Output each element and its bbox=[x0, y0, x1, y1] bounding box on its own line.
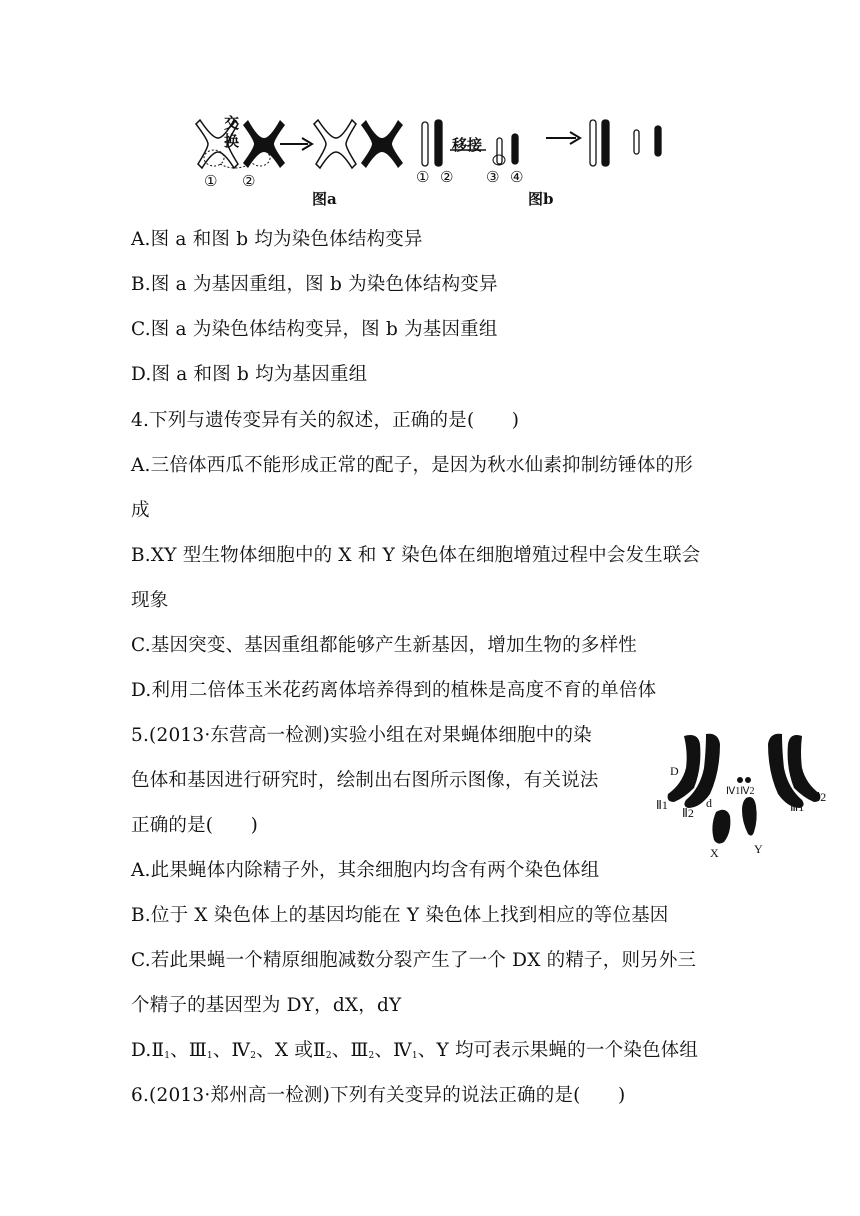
q5-d-sub2: 1 bbox=[206, 1051, 213, 1061]
label-Y: Y bbox=[754, 842, 763, 856]
q5-d-sub4: 2 bbox=[325, 1051, 332, 1061]
q5-option-a: A.此果蝇体内除精子外，其余细胞内均含有两个染色体组 bbox=[131, 860, 600, 881]
fig-b-mark-1: ① bbox=[416, 168, 430, 186]
fig-a-mark-1: ① bbox=[204, 172, 218, 190]
fig-b-mark-4: ④ bbox=[510, 168, 524, 186]
swap-label-2: 换 bbox=[224, 132, 240, 150]
q5-d-sub3: 2 bbox=[250, 1051, 257, 1061]
q5-stem-line2: 色体和基因进行研究时，绘制出右图所示图像，有关说法 bbox=[131, 770, 599, 791]
q5-d-part3: 、Ⅳ bbox=[212, 1040, 251, 1061]
q5-option-c-line1: C.若此果蝇一个精原细胞减数分裂产生了一个 DX 的精子，则另外三 bbox=[131, 950, 697, 971]
q5-d-part4: 、X 或Ⅱ bbox=[256, 1040, 326, 1061]
q4-option-b-line2: 现象 bbox=[131, 590, 169, 611]
q5-d-sub1: 1 bbox=[164, 1051, 171, 1061]
label-X: X bbox=[710, 846, 719, 860]
figure-a-b bbox=[190, 108, 670, 208]
label-D: D bbox=[670, 764, 679, 778]
q4-option-a-line1: A.三倍体西瓜不能形成正常的配子，是因为秋水仙素抑制纺锤体的形 bbox=[131, 455, 693, 476]
q5-d-part2: 、Ⅲ bbox=[170, 1040, 207, 1061]
move-label: 移接 bbox=[452, 136, 483, 154]
q4-option-c: C.基因突变、基因重组都能够产生新基因，增加生物的多样性 bbox=[131, 635, 637, 656]
q5-d-part7: 、Y 均可表示果蝇的一个染色体组 bbox=[417, 1040, 699, 1061]
fig-b-caption: 图b bbox=[528, 190, 554, 208]
q3-option-c: C.图 a 为染色体结构变异，图 b 为基因重组 bbox=[131, 319, 498, 340]
q5-option-b: B.位于 X 染色体上的基因均能在 Y 染色体上找到相应的等位基因 bbox=[131, 905, 669, 926]
q5-d-sub6: 1 bbox=[411, 1051, 418, 1061]
label-II1: Ⅱ1 bbox=[656, 798, 668, 812]
fig-a-mark-2: ② bbox=[242, 172, 256, 190]
q4-option-d: D.利用二倍体玉米花药离体培养得到的植株是高度不育的单倍体 bbox=[131, 680, 657, 701]
fig-b-mark-2: ② bbox=[440, 168, 454, 186]
q6-stem: 6.(2013·郑州高一检测)下列有关变异的说法正确的是( ) bbox=[131, 1085, 626, 1106]
label-III1: Ⅲ1 bbox=[790, 800, 805, 814]
q5-d-prefix: D.Ⅱ bbox=[131, 1040, 165, 1061]
label-d: d bbox=[706, 796, 712, 810]
q4-stem: 4.下列与遗传变异有关的叙述，正确的是( ) bbox=[131, 410, 520, 431]
q4-option-b-line1: B.XY 型生物体细胞中的 X 和 Y 染色体在细胞增殖过程中会发生联会 bbox=[131, 545, 701, 566]
fruit-fly-chromosome-figure bbox=[654, 728, 834, 863]
q3-option-b: B.图 a 为基因重组，图 b 为染色体结构变异 bbox=[131, 274, 498, 295]
q5-stem-line3: 正确的是( ) bbox=[131, 815, 259, 836]
q4-option-a-line2: 成 bbox=[131, 500, 150, 521]
label-IV1IV2: Ⅳ1Ⅳ2 bbox=[726, 786, 755, 797]
fig-a-caption: 图a bbox=[312, 190, 337, 208]
q5-stem-line1: 5.(2013·东营高一检测)实验小组在对果蝇体细胞中的染 bbox=[131, 725, 592, 746]
q5-d-sub5: 2 bbox=[368, 1051, 375, 1061]
q5-d-part5: 、Ⅲ bbox=[331, 1040, 369, 1061]
swap-label-1: 交 bbox=[224, 114, 240, 132]
label-III2: Ⅲ2 bbox=[812, 790, 827, 804]
q5-d-part6: 、Ⅳ bbox=[374, 1040, 412, 1061]
q3-option-d: D.图 a 和图 b 均为基因重组 bbox=[131, 364, 368, 385]
figure-a-b-drawing bbox=[190, 108, 670, 208]
q5-option-d bbox=[131, 1040, 698, 1067]
q3-option-a: A.图 a 和图 b 均为染色体结构变异 bbox=[131, 229, 423, 250]
fig-b-mark-3: ③ bbox=[486, 168, 500, 186]
label-II2: Ⅱ2 bbox=[682, 806, 694, 820]
q5-option-c-line2: 个精子的基因型为 DY，dX，dY bbox=[131, 995, 402, 1016]
